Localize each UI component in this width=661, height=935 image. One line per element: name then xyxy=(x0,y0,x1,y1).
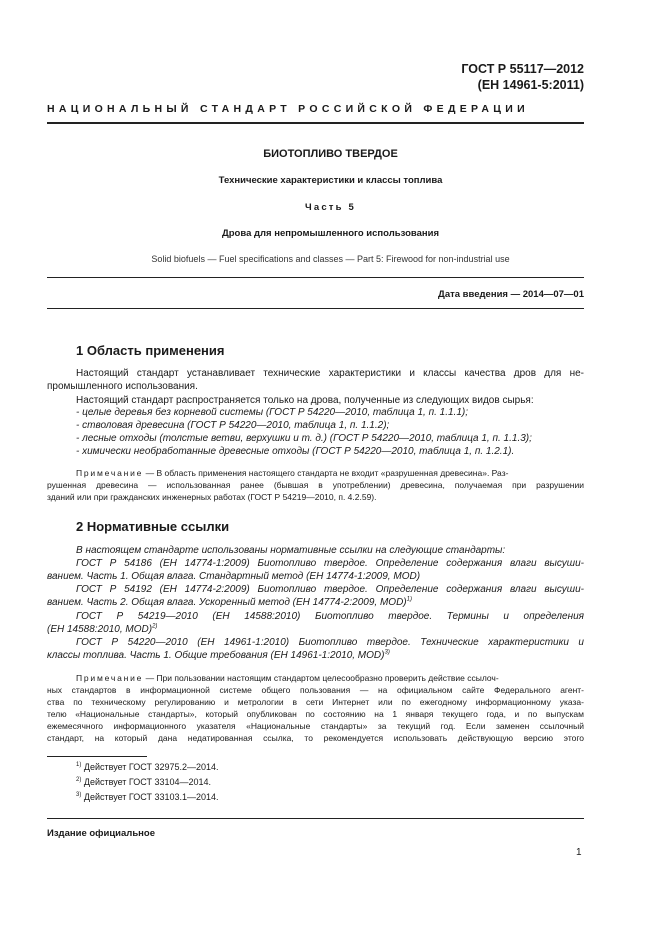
s1-para1-line1: Настоящий стандарт устанавливает технические характеристики и классы качества дров для не- xyxy=(76,368,584,379)
footnote-mark: 2) xyxy=(76,777,82,783)
ref-3-text: (ЕН 14588:2010, MOD) xyxy=(47,624,153,635)
ref-1-line2: ванием. Часть 1. Общая влага. Стандартный метод (ЕН 14774-1:2009, MOD) xyxy=(47,571,421,582)
s1-para2: Настоящий стандарт распространяется только на дрова, полученные из следующих видов сырья: xyxy=(76,395,534,406)
s1-note-line3: зданий или при гражданских инженерных работах (ГОСТ Р 54219—2010, п. 4.2.59). xyxy=(47,492,377,502)
ref-3-line2 xyxy=(47,624,584,636)
s1-list-item: - стволовая древесина (ГОСТ Р 54220—2010, таблица 1, п. 1.1.2); xyxy=(76,420,390,431)
footnote-rule xyxy=(47,756,147,757)
s1-list-item: - целые деревья без корневой системы (ГОСТ Р 54220—2010, таблица 1, п. 1.1.1); xyxy=(76,407,468,418)
section-2-heading: 2 Нормативные ссылки xyxy=(76,519,230,534)
footnote xyxy=(76,791,613,803)
footnote-text: Действует ГОСТ 33103.1—2014. xyxy=(83,792,219,802)
english-title: Solid biofuels — Fuel specifications and classes — Part 5: Firewood for non-industrial use xyxy=(151,254,510,264)
ref-4-line1: ГОСТ Р 54220—2010 (ЕН 14961-1:2010) Биотопливо твердое. Технические характеристики и xyxy=(76,637,584,648)
ref-2-line2 xyxy=(47,597,584,609)
footnote xyxy=(76,761,613,773)
s2-note-line5: ежемесячного информационного указателя «Национальные стандарты» за текущий год. Если заменен ссылочный xyxy=(47,721,584,731)
ref-2-text: ванием. Часть 2. Общая влага. Ускоренный метод (ЕН 14774-2:2009, MOD) xyxy=(47,597,407,608)
note-label: Примечание xyxy=(76,468,144,478)
footnote-mark: 3) xyxy=(76,792,82,798)
footnote-text: Действует ГОСТ 33104—2014. xyxy=(83,777,212,787)
s1-list-item: - химически необработанные древесные отходы (ГОСТ Р 54220—2010, таблица 1, п. 1.2.1). xyxy=(76,446,515,457)
s2-intro: В настоящем стандарте использованы нормативные ссылки на следующие стандарты: xyxy=(76,545,506,556)
s1-note-line2: рушенная древесина — использованная ранее (бывшая в употреблении) древесина, получаемая при разрушении xyxy=(47,480,584,490)
gost-number: ГОСТ Р 55117—2012 xyxy=(461,62,584,76)
section-1-heading: 1 Область применения xyxy=(76,343,225,358)
date-rule xyxy=(47,308,584,309)
document-title: БИОТОПЛИВО ТВЕРДОЕ xyxy=(263,148,398,160)
s1-list-item: - лесные отходы (толстые ветви, верхушки и т. д.) (ГОСТ Р 54220—2010, таблица 1, п. 1.1.3); xyxy=(76,433,532,444)
footnote xyxy=(76,776,613,788)
s1-note-line1 xyxy=(76,467,584,479)
note-text: — При пользовании настоящим стандартом целесообразно проверить действие ссылоч- xyxy=(145,673,499,683)
s2-note-line6: стандарт, на который дана недатированная ссылка, то рекомендуется использовать действующую версию этого xyxy=(47,733,584,743)
ref-3-line1: ГОСТ Р 54219—2010 (ЕН 14588:2010) Биотопливо твердое. Термины и определения xyxy=(76,611,584,622)
footnote-text: Действует ГОСТ 32975.2—2014. xyxy=(83,762,219,772)
intro-date: Дата введения — 2014—07—01 xyxy=(438,289,584,300)
footnote-ref: 3) xyxy=(384,649,390,656)
s2-note-line3: ства по техническому регулированию и метрологии в сети Интернет или по ежегодному информационному указа- xyxy=(47,697,584,707)
document-subtitle: Технические характеристики и классы топлива xyxy=(218,175,443,186)
s2-note-line4: телю «Национальные стандарты», который опубликован по состоянию на 1 января текущего года, и по выпускам xyxy=(47,709,584,719)
en-number: (ЕН 14961-5:2011) xyxy=(477,78,584,92)
national-standard-banner: НАЦИОНАЛЬНЫЙ СТАНДАРТ РОССИЙСКОЙ ФЕДЕРАЦИИ xyxy=(47,103,529,115)
ref-4-line2 xyxy=(47,650,584,662)
footnote-mark: 1) xyxy=(76,762,82,768)
s1-para1-line2: промышленного использования. xyxy=(47,381,198,392)
title-rule xyxy=(47,277,584,278)
page-number: 1 xyxy=(576,847,582,858)
ref-4-text: классы топлива. Часть 1. Общие требования (ЕН 14961-1:2010, MOD) xyxy=(47,650,385,661)
edition-rule xyxy=(47,818,584,819)
footnote-ref: 2) xyxy=(152,623,158,630)
footnote-ref: 1) xyxy=(406,596,412,603)
edition-label: Издание официальное xyxy=(47,828,155,839)
header-rule xyxy=(47,122,584,124)
ref-2-line1: ГОСТ Р 54192 (ЕН 14774-2:2009) Биотопливо твердое. Определение содержания влаги высуши- xyxy=(76,584,584,595)
note-text: — В область применения настоящего стандарта не входит «разрушенная древесина». Раз- xyxy=(145,468,509,478)
s2-note-line1 xyxy=(76,672,584,684)
s2-note-line2: ных стандартов в информационной системе общего пользования — на официальном сайте Федерального агент- xyxy=(47,685,584,695)
note-label: Примечание xyxy=(76,673,144,683)
ref-1-line1: ГОСТ Р 54186 (ЕН 14774-1:2009) Биотопливо твердое. Определение содержания влаги высуши- xyxy=(76,558,584,569)
part-title: Дрова для непромышленного использования xyxy=(221,228,439,239)
part-label: Часть 5 xyxy=(304,202,357,213)
